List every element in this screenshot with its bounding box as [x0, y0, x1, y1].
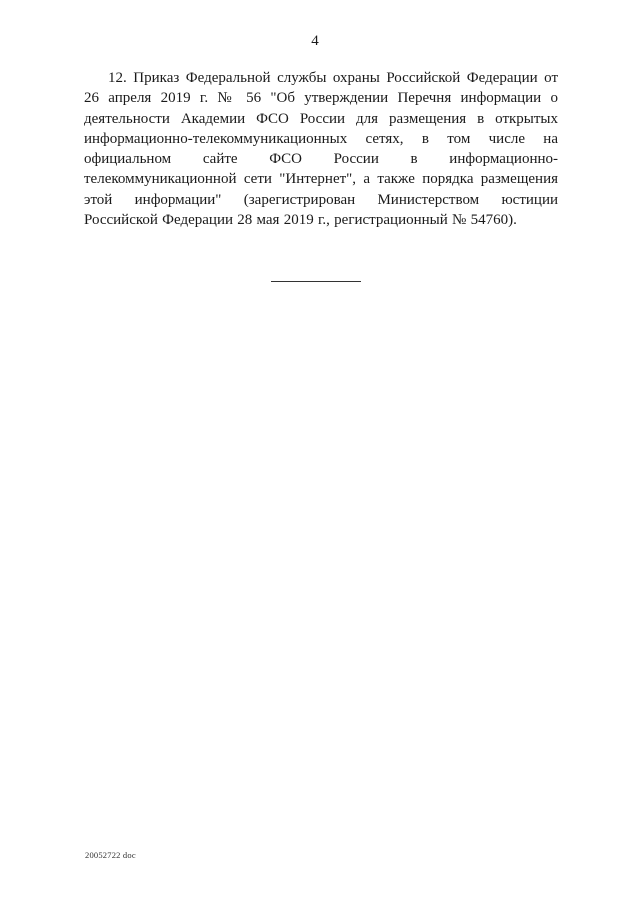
- list-item-12: 12. Приказ Федеральной службы охраны Российской Федерации от 26 апреля 2019 г. № 56 "Об утверждении Перечня информации о деятельности Академии ФСО России для размещения в открытых информационно-телекоммуникационных сетях, в том числе на официальном сайте ФСО России в информационно-телекоммуникационной сети "Интернет", а также порядка размещения этой информации" (зарегистрирован Министерством юстиции Российской Федерации 28 мая 2019 г., регистрационный № 54760).: [84, 70, 558, 229]
- file-reference: 20052722 doc: [85, 850, 136, 860]
- page-number: 4: [311, 33, 319, 49]
- section-divider: [271, 281, 361, 282]
